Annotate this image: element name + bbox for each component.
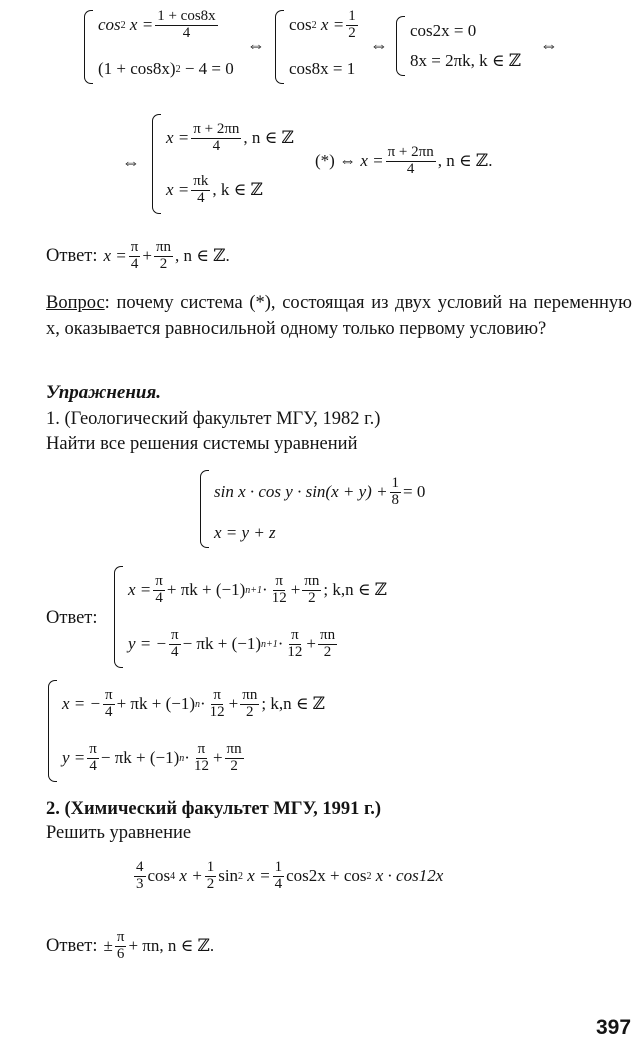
- denominator: 4: [406, 160, 415, 177]
- denominator: 2: [206, 875, 215, 892]
- numerator: π: [89, 740, 97, 757]
- iff-symbol: ⇔: [247, 35, 265, 55]
- brace: [84, 10, 93, 84]
- system-b-row2: [289, 54, 360, 84]
- math-text: x =: [103, 246, 127, 266]
- exercise-1-title: 1. (Геологический факультет МГУ, 1982 г.): [46, 409, 381, 429]
- numerator: 1: [206, 859, 215, 875]
- fraction: [270, 574, 289, 607]
- numerator: πk: [193, 172, 209, 189]
- system-d-row1: [166, 114, 294, 162]
- math-text: cos2x = 0: [410, 21, 477, 40]
- math-text: , k ∈ ℤ: [212, 180, 263, 199]
- system-b: [275, 7, 360, 84]
- math-text: +: [212, 748, 223, 767]
- math-text: + πn, n ∈ ℤ.: [128, 936, 215, 956]
- numerator: 1: [348, 7, 356, 24]
- numerator: πn: [226, 740, 242, 757]
- math-text: y =: [62, 748, 86, 767]
- denominator: 4: [197, 189, 205, 206]
- exercise-1-eq-row2: [214, 518, 425, 548]
- denominator: 8: [391, 491, 400, 508]
- numerator: π: [130, 239, 139, 255]
- math-text: x = y + z: [214, 523, 276, 542]
- math-text: x = −: [62, 694, 101, 713]
- answer-label: Ответ:: [46, 245, 98, 266]
- denominator: 12: [193, 757, 209, 774]
- math-text: ; k,n ∈ ℤ: [323, 580, 388, 599]
- exercise-2-equation: [132, 860, 443, 893]
- numerator: π + 2πn: [387, 144, 434, 160]
- solution-answer: [46, 240, 230, 273]
- exponent: n+1: [261, 638, 278, 650]
- numerator: 1: [391, 474, 400, 491]
- math-text: x =: [129, 15, 154, 34]
- system-a: [84, 7, 234, 84]
- denominator: 4: [105, 703, 113, 720]
- fraction: [115, 930, 127, 963]
- ans1-row1: [128, 566, 387, 614]
- system-d: [152, 114, 294, 214]
- brace: [114, 566, 123, 668]
- exponent: n: [195, 698, 200, 710]
- fraction: [153, 574, 165, 607]
- exponent: 2: [120, 19, 126, 31]
- iff-symbol: ⇔: [370, 35, 388, 55]
- numerator: πn: [155, 239, 172, 255]
- math-text: , n ∈ ℤ: [243, 128, 294, 147]
- fraction: [87, 742, 99, 775]
- math-text: cos8x = 1: [289, 59, 356, 78]
- math-text: x =: [320, 15, 345, 34]
- page-number: 397: [596, 1016, 632, 1039]
- fraction: [302, 574, 321, 607]
- numerator: π: [197, 740, 206, 757]
- brace: [396, 16, 405, 76]
- fraction: [208, 688, 227, 721]
- math-text: = 0: [403, 482, 426, 501]
- question-paragraph: [46, 290, 632, 342]
- ans1-row2: [128, 620, 387, 668]
- fraction: [273, 860, 285, 893]
- brace: [275, 10, 284, 84]
- system-d-row2: [166, 166, 294, 214]
- exercise-2-task: Решить уравнение: [46, 823, 192, 843]
- numerator: πn: [304, 572, 320, 589]
- denominator: 4: [130, 255, 139, 272]
- math-text: − πk + (−1): [100, 748, 180, 767]
- denominator: 12: [209, 703, 225, 720]
- numerator: π: [213, 686, 221, 703]
- denominator: 2: [348, 24, 356, 41]
- math-text: cos2x + cos: [286, 866, 367, 886]
- brace: [48, 680, 57, 782]
- math-text: 8x = 2πk, k ∈ ℤ: [410, 51, 522, 70]
- star-result: [315, 145, 492, 178]
- fraction: [192, 742, 211, 775]
- exponent: 4: [170, 870, 176, 882]
- math-text: x =: [128, 580, 152, 599]
- denominator: 4: [182, 24, 191, 41]
- numerator: πn: [242, 686, 258, 703]
- fraction: [318, 628, 337, 661]
- system-a-row1: [98, 7, 234, 41]
- math-text: ; k,n ∈ ℤ: [261, 694, 326, 713]
- math-text: ·: [184, 748, 190, 767]
- fraction: [103, 688, 115, 721]
- exercise-1-system: [200, 470, 425, 548]
- math-text: ±: [103, 936, 113, 956]
- math-text: cos: [289, 15, 312, 34]
- math-text: x · cos12x: [375, 866, 444, 886]
- exercise-2-title: 2. (Химический факультет МГУ, 1991 г.): [46, 799, 382, 819]
- math-text: +: [306, 634, 317, 653]
- question-text: : почему система (*), состоящая из двух условий на переменную x, оказывается равносильной одному только первому условию?: [46, 293, 632, 339]
- fraction: [169, 628, 181, 661]
- fraction: [191, 122, 241, 155]
- exercises-heading: Упражнения.: [46, 382, 161, 403]
- exercise-1-task: Найти все решения системы уравнений: [46, 434, 358, 454]
- denominator: 12: [287, 643, 303, 660]
- math-text: cos: [98, 15, 121, 34]
- numerator: π: [171, 626, 179, 643]
- exercise-2-answer: [46, 930, 214, 963]
- denominator: 4: [171, 643, 179, 660]
- exercise-1-answer-label: Ответ:: [46, 608, 98, 628]
- iff-symbol: ⇔: [122, 152, 140, 172]
- numerator: π: [275, 572, 283, 589]
- fraction: [205, 860, 217, 893]
- question-label: Вопрос: [46, 293, 105, 313]
- system-c-row1: [410, 16, 521, 46]
- ans2-row2: [62, 734, 325, 782]
- math-text: − πk + (−1): [182, 634, 261, 653]
- denominator: 12: [271, 589, 287, 606]
- exponent: n: [179, 752, 185, 764]
- exponent: n+1: [245, 584, 263, 596]
- numerator: 1 + cos8x: [157, 7, 216, 24]
- fraction: [154, 240, 173, 273]
- math-text: (1 + cos8x): [98, 59, 176, 78]
- math-text: +: [228, 694, 239, 713]
- math-text: x +: [179, 866, 203, 886]
- brace: [200, 470, 209, 548]
- fraction: [346, 9, 358, 42]
- math-text: y = −: [128, 634, 167, 653]
- math-text: ·: [200, 694, 206, 713]
- denominator: 2: [159, 255, 168, 272]
- numerator: π: [105, 686, 113, 703]
- denominator: 2: [323, 643, 332, 660]
- denominator: 4: [274, 875, 283, 892]
- system-c-row2: [410, 46, 521, 76]
- answer-label: Ответ:: [46, 935, 98, 956]
- fraction: [191, 174, 210, 207]
- math-text: x =: [360, 151, 384, 171]
- numerator: π: [116, 929, 125, 945]
- exponent: 2: [238, 870, 244, 882]
- math-text: x =: [166, 180, 190, 199]
- math-text: x =: [166, 128, 190, 147]
- brace: [152, 114, 161, 214]
- fraction: [285, 628, 304, 661]
- numerator: πn: [320, 626, 336, 643]
- denominator: 3: [136, 875, 144, 892]
- math-text: +: [290, 580, 301, 599]
- denominator: 2: [230, 757, 238, 774]
- fraction: [134, 860, 146, 893]
- fraction: [240, 688, 259, 721]
- denominator: 4: [155, 589, 163, 606]
- numerator: π: [291, 626, 299, 643]
- math-text: + πk + (−1): [116, 694, 195, 713]
- math-text: , n ∈ ℤ.: [437, 151, 493, 171]
- fraction: [129, 240, 141, 273]
- numerator: 4: [136, 859, 144, 875]
- denominator: 2: [308, 589, 316, 606]
- math-text: , n ∈ ℤ.: [175, 246, 230, 266]
- exercise-1-answer-system-2: [48, 680, 325, 782]
- math-text: +: [142, 246, 152, 266]
- denominator: 2: [246, 703, 254, 720]
- math-text: (*) ⇔: [315, 151, 357, 171]
- ans2-row1: [62, 680, 325, 728]
- fraction: [155, 9, 217, 42]
- system-a-row2: [98, 54, 234, 84]
- math-text: cos: [147, 866, 171, 886]
- denominator: 6: [116, 945, 125, 962]
- math-text: ·: [277, 634, 284, 653]
- fraction: [225, 742, 244, 775]
- system-c: [396, 16, 521, 76]
- math-text: sin: [218, 866, 239, 886]
- math-text: − 4 = 0: [184, 59, 234, 78]
- system-b-row1: [289, 7, 360, 41]
- exponent: 2: [175, 63, 181, 75]
- numerator: 1: [274, 859, 283, 875]
- iff-symbol: ⇔: [540, 35, 558, 55]
- denominator: 4: [89, 757, 97, 774]
- math-text: + πk + (−1): [166, 580, 246, 599]
- math-text: sin x · cos y · sin(x + y) +: [214, 482, 388, 501]
- exercise-1-answer-system-1: [114, 566, 387, 668]
- math-text: x =: [247, 866, 271, 886]
- denominator: 4: [212, 137, 221, 154]
- exponent: 2: [311, 19, 317, 31]
- fraction: [386, 145, 436, 178]
- math-text: ·: [262, 580, 268, 599]
- exercise-1-eq-row1: [214, 470, 425, 514]
- fraction: [390, 476, 402, 509]
- numerator: π + 2πn: [193, 120, 240, 137]
- exponent: 2: [366, 870, 372, 882]
- numerator: π: [155, 572, 163, 589]
